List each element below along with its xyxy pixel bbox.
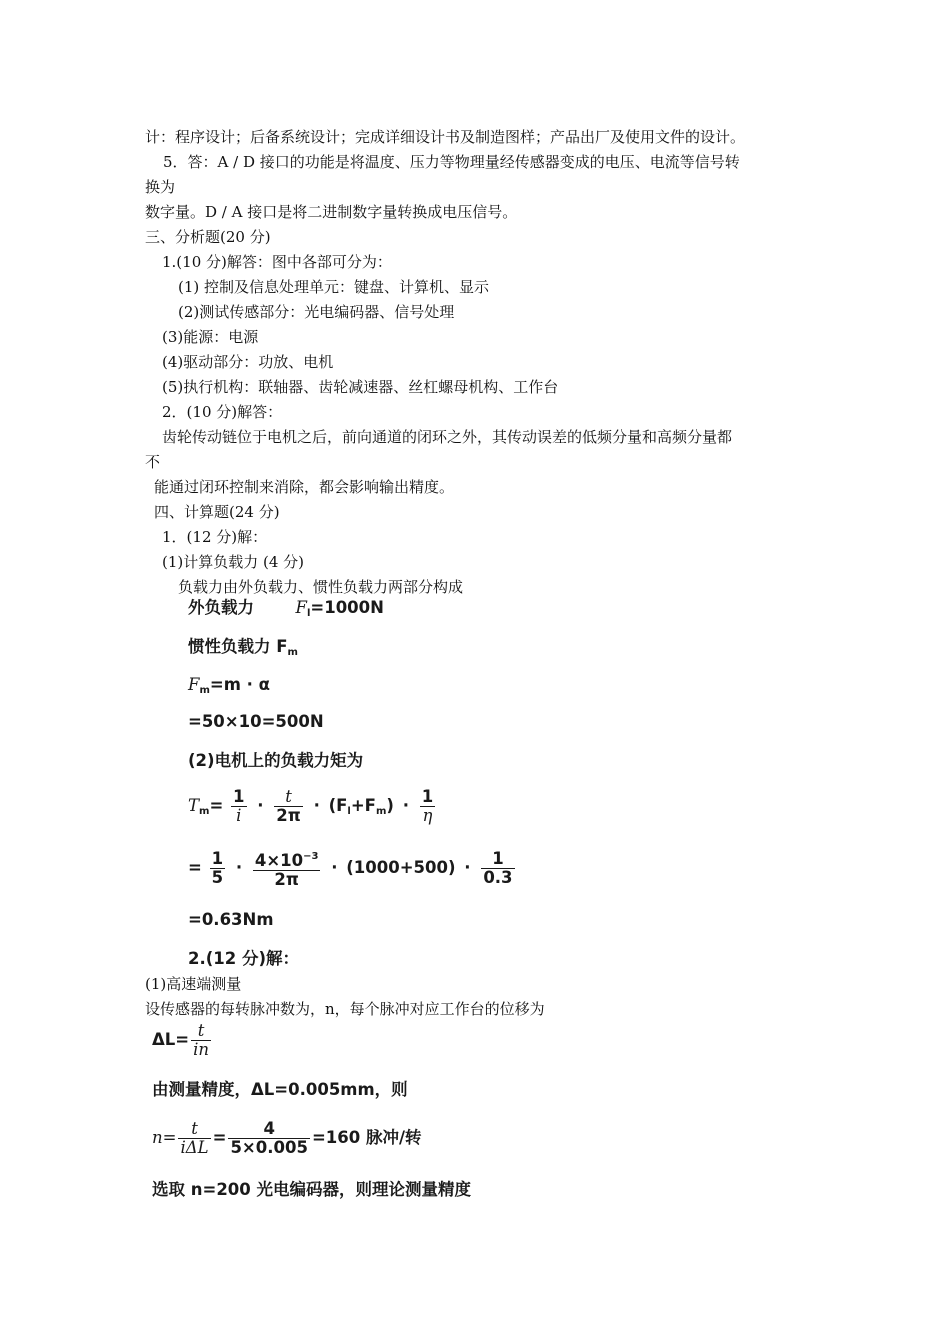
text-line: 能通过闭环控制来消除，都会影响输出精度。 bbox=[154, 478, 455, 496]
torque-substitution: = $\frac{1}{5}$ · $\frac{4\times 10^{-3}}{2\pi}$ · (1000+500) · $\frac{1}{0.3}$ bbox=[188, 849, 513, 889]
sub: l bbox=[306, 608, 311, 619]
text-line: (1)计算负载力 (4 分) bbox=[162, 553, 305, 571]
section-heading-calculation: 四、计算题(24 分) bbox=[154, 503, 280, 521]
section-heading-analysis: 三、分析题(20 分) bbox=[145, 228, 271, 246]
sub: m bbox=[199, 685, 210, 696]
inertia-load-label bbox=[188, 636, 298, 664]
torque-heading: (2)电机上的负载力矩为 bbox=[188, 751, 364, 770]
fraction: $\frac{t}{2\pi}$ bbox=[276, 787, 301, 825]
precision-line: 由测量精度，ΔL=0.005mm，则 bbox=[152, 1080, 408, 1099]
eq: = bbox=[209, 796, 224, 815]
list-item: (5)执行机构：联轴器、齿轮减速器、丝杠螺母机构、工作台 bbox=[162, 378, 559, 396]
list-item: (1) 控制及信息处理单元：键盘、计算机、显示 bbox=[178, 278, 490, 296]
text-line: 1.(10 分)解答：图中各部可分为： bbox=[162, 253, 392, 271]
inertia-result: =50×10=500N bbox=[188, 712, 324, 731]
text-line: 不 bbox=[145, 453, 161, 471]
fraction: $\frac{1}{5}$ bbox=[211, 849, 224, 887]
fraction: $\frac{4\times 10^{-3}}{2\pi}$ bbox=[253, 848, 321, 889]
var: T bbox=[188, 796, 200, 815]
fraction: $\frac{4}{5\times 0.005}$ bbox=[230, 1119, 308, 1157]
rhs: =m · α bbox=[209, 675, 270, 694]
list-item: (2)测试传感部分：光电编码器、信号处理 bbox=[178, 303, 455, 321]
external-load-formula bbox=[188, 597, 384, 625]
text-line: 齿轮传动链位于电机之后，前向通道的闭环之外，其传动误差的低频分量和高频分量都 bbox=[162, 428, 733, 446]
fraction: $\frac{1}{i}$ bbox=[233, 787, 245, 825]
fraction: $\frac{1}{\eta}$ bbox=[421, 787, 434, 825]
list-item: (3)能源：电源 bbox=[162, 328, 259, 346]
list-item: (4)驱动部分：功放、电机 bbox=[162, 353, 334, 371]
label: 外负载力 bbox=[188, 598, 254, 617]
text-line: 负载力由外负载力、惯性负载力两部分构成 bbox=[178, 578, 464, 596]
var: F bbox=[295, 598, 307, 617]
torque-formula: $T_m=$ $\frac{1}{i}$ · $\frac{t}{2\pi}$ · $(F_l+F_m)$ · $\frac{1}{\eta}$ bbox=[188, 787, 434, 825]
pulse-count-formula: n= $\frac{t}{\text{iΔL}}$ = $\frac{4}{5\times 0.005}$ =160 脉冲/转 bbox=[152, 1119, 422, 1157]
var: F bbox=[188, 675, 200, 694]
sub: m bbox=[287, 647, 298, 658]
torque-result: =0.63Nm bbox=[188, 910, 274, 929]
question-2-heading: 2.(12 分)解： bbox=[188, 949, 300, 968]
encoder-choice-line: 选取 n=200 光电编码器，则理论测量精度 bbox=[152, 1180, 472, 1199]
text-line: (1)高速端测量 bbox=[145, 975, 242, 993]
text-line: 计：程序设计；后备系统设计；完成详细设计书及制造图样；产品出厂及使用文件的设计。 bbox=[145, 128, 746, 146]
fraction: $\frac{1}{0.3}$ bbox=[483, 849, 513, 887]
text-line: 换为 bbox=[145, 178, 176, 196]
inertia-formula bbox=[188, 674, 270, 702]
text-line: 数字量。D / A 接口是将二进制数字量转换成电压信号。 bbox=[145, 203, 518, 221]
label: 惯性负载力 F bbox=[188, 637, 288, 656]
fraction: $\frac{t}{in}$ bbox=[193, 1021, 210, 1059]
text-line: 设传感器的每转脉冲数为，n，每个脉冲对应工作台的位移为 bbox=[145, 1000, 545, 1018]
sub: m bbox=[199, 806, 210, 817]
answer-5-line: 5．答：A / D 接口的功能是将温度、压力等物理量经传感器变成的电压、电流等信号转 bbox=[163, 153, 740, 171]
value: =1000N bbox=[310, 598, 384, 617]
text-line: 1．(12 分)解： bbox=[162, 528, 268, 546]
text-line: 2．(10 分)解答： bbox=[162, 403, 283, 421]
fraction: $\frac{t}{\text{iΔL}}$ bbox=[180, 1119, 209, 1157]
displacement-formula: ΔL= $\frac{t}{in}$ bbox=[152, 1021, 210, 1059]
